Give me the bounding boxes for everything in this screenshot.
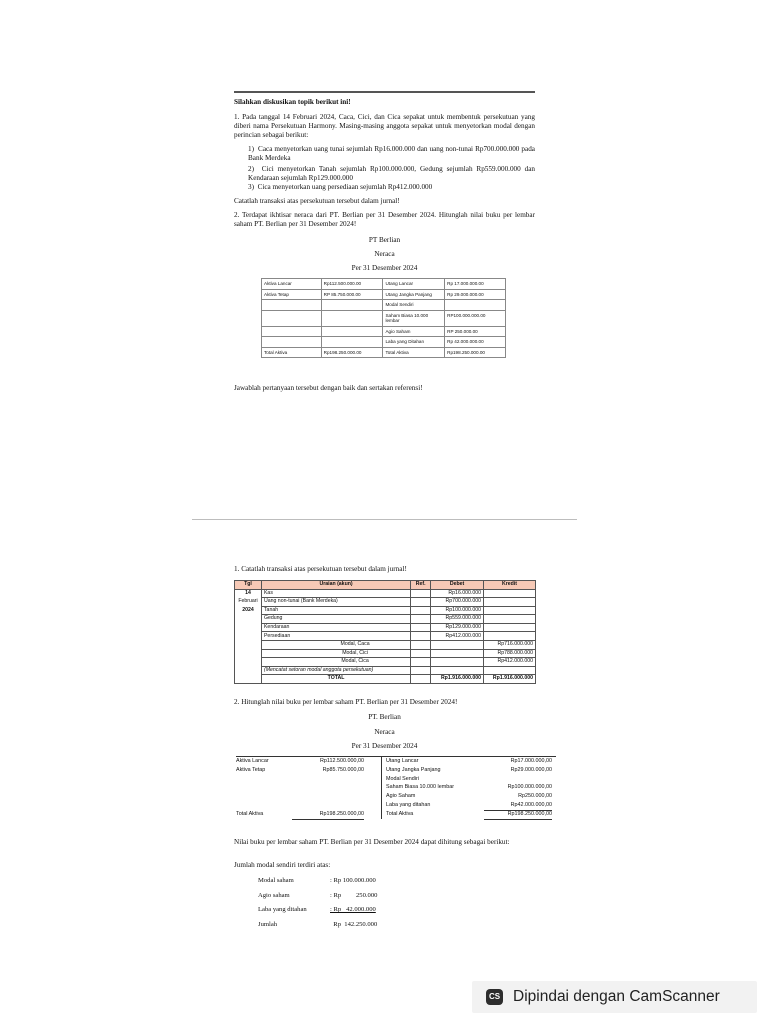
table-cell: Rp198.250.000,00	[484, 810, 552, 820]
table-row	[262, 337, 506, 348]
table-cell	[484, 606, 536, 615]
report-title: Neraca	[374, 250, 395, 258]
total-row	[235, 675, 536, 684]
table-cell: Rp700.000.000	[431, 598, 484, 607]
table-cell	[262, 337, 322, 348]
table-cell	[431, 666, 484, 675]
table-cell	[262, 310, 322, 326]
table-cell: Rp198.250.000.00	[445, 347, 506, 358]
table-cell	[235, 658, 262, 667]
table-cell	[235, 675, 262, 684]
answer-page	[192, 522, 577, 972]
table-cell: Tanah	[261, 606, 410, 615]
table-cell: Rp716.000.000	[484, 641, 536, 650]
table-cell: Rp112.500.000.00	[321, 279, 383, 290]
table-cell: Total Aktiva	[262, 347, 322, 358]
table-cell	[321, 326, 383, 337]
table-cell	[321, 300, 383, 311]
table-row	[235, 623, 536, 632]
table-cell: Aktiva Tetap	[262, 289, 322, 300]
table-row	[235, 641, 536, 650]
table-cell: Rp250.000,00	[518, 793, 552, 800]
watermark-text: Dipindai dengan CamScanner	[513, 988, 720, 1005]
table-cell	[411, 589, 431, 598]
question-2: 2. Terdapat ikhtisar neraca dari PT. Berlian per 31 Desember 2024. Hitunglah nilai buku per lembar saham PT. Berlian per 31 Desember 2024!	[234, 211, 535, 228]
equity-row	[258, 874, 377, 889]
table-cell: Rp129.000.000	[431, 623, 484, 632]
table-cell: Modal Sendiri	[386, 775, 419, 782]
table-cell: Saham Biasa 10.000 lembar	[383, 310, 445, 326]
equity-label: Modal saham	[258, 877, 294, 884]
table-cell	[411, 658, 431, 667]
equity-label: Laba yang ditahan	[258, 906, 307, 913]
table-row	[235, 606, 536, 615]
date-cell: 2024	[235, 606, 262, 615]
table-cell	[411, 598, 431, 607]
date-cell: 14	[235, 589, 262, 598]
table-cell: RP 85.750.000.00	[321, 289, 383, 300]
date-cell: Februari	[235, 598, 262, 607]
table-cell	[484, 589, 536, 598]
report-date: Per 31 Desember 2024	[351, 742, 418, 750]
table-cell: Aktiva Lancar	[236, 758, 269, 764]
table-row	[235, 589, 536, 598]
table-row	[235, 598, 536, 607]
answer-1-title: 1. Catatlah transaksi atas persekutuan tersebut dalam jurnal!	[234, 565, 407, 573]
question-1-intro: 1. Pada tanggal 14 Februari 2024, Caca, Cici, dan Cica sepakat untuk membentuk persekutuan yang diberi nama Persekutuan Harmony. Masing-masing anggota sepakat untuk menyetorkan modal dengan perincian sebagai berikut:	[234, 113, 535, 139]
total-label: TOTAL	[261, 675, 410, 684]
table-cell: Kendaraan	[261, 623, 410, 632]
table-cell	[484, 632, 536, 641]
table-cell: Rp100.000.000,00	[507, 784, 552, 791]
table-cell: Rp16.000.000	[431, 589, 484, 598]
table-cell	[411, 623, 431, 632]
table-cell: Rp 42.000.000.00	[445, 337, 506, 348]
table-row	[235, 666, 536, 675]
equity-value: : Rp 250.000	[330, 891, 378, 899]
table-cell: RP 250.000.00	[445, 326, 506, 337]
table-cell: Rp85.750.000,00	[322, 766, 364, 773]
table-cell: Modal, Cici	[261, 649, 410, 658]
table-cell: Total Aktiva	[383, 347, 445, 358]
table-row	[235, 649, 536, 658]
table-cell: RP100.000.000.00	[445, 310, 506, 326]
table-cell: Agio Saham	[383, 326, 445, 337]
column-header: Kredit	[484, 581, 536, 590]
table-cell: Utang Jangka Panjang	[386, 766, 441, 773]
table-cell	[411, 606, 431, 615]
table-header-row	[235, 581, 536, 590]
table-cell: Utang Lancar	[386, 758, 419, 764]
company-name: PT. Berlian	[368, 713, 401, 721]
table-cell	[484, 666, 536, 675]
table-row	[236, 810, 556, 819]
table-row	[236, 801, 556, 810]
table-row	[236, 783, 556, 792]
answer-2-title: 2. Hitunglah nilai buku per lembar saham PT. Berlian per 31 Desember 2024!	[234, 698, 458, 706]
column-header: Tgl	[235, 581, 262, 590]
table-cell: Persediaan	[261, 632, 410, 641]
equity-breakdown	[258, 874, 377, 932]
table-cell	[484, 598, 536, 607]
table-cell	[431, 649, 484, 658]
table-row	[236, 792, 556, 801]
table-cell: Laba yang ditahan	[386, 801, 431, 808]
table-cell: Utang Jangka Panjang	[383, 289, 445, 300]
answer-instruction: Jawablah pertanyaan tersebut dengan baik dan sertakan referensi!	[234, 384, 423, 392]
table-row	[262, 279, 506, 290]
table-cell: Rp788.000.000	[484, 649, 536, 658]
question-page	[192, 0, 577, 520]
table-cell: Modal Sendiri	[383, 300, 445, 311]
table-cell: Rp100.000.000	[431, 606, 484, 615]
table-cell: Rp198.250.000,00	[292, 810, 364, 820]
table-cell: Rp198.250.000.00	[321, 347, 383, 358]
table-cell: Gedung	[261, 615, 410, 624]
table-cell: Total Aktiva	[236, 810, 264, 817]
table-row	[236, 766, 556, 775]
equity-value: : Rp 100.000.000	[330, 877, 376, 884]
table-cell	[235, 666, 262, 675]
total-credit: Rp1.916.000.000	[484, 675, 536, 684]
table-cell: Agio Saham	[386, 793, 416, 800]
table-cell: Total Aktiva	[386, 810, 414, 817]
table-cell: Rp412.000.000	[484, 658, 536, 667]
table-row	[262, 289, 506, 300]
table-cell: Aktiva Tetap	[236, 766, 266, 773]
camscanner-logo-icon: CS	[486, 989, 503, 1005]
equity-row	[258, 918, 377, 933]
table-cell	[321, 337, 383, 348]
table-cell	[431, 658, 484, 667]
table-cell: Uang non-tunai (Bank Merdeka)	[261, 598, 410, 607]
table-cell	[411, 632, 431, 641]
equity-row	[258, 903, 377, 918]
table-cell: Modal, Caca	[261, 641, 410, 650]
table-cell: Rp559.000.000	[431, 615, 484, 624]
table-cell: Rp17.000.000,00	[510, 758, 552, 764]
table-cell: Saham Biasa 10.000 lembar	[386, 784, 455, 791]
table-cell	[431, 641, 484, 650]
table-row	[236, 775, 556, 784]
balance-sheet-answer	[236, 757, 556, 819]
table-row	[262, 326, 506, 337]
table-row	[262, 310, 506, 326]
table-row	[235, 658, 536, 667]
table-row	[262, 347, 506, 358]
table-cell	[411, 649, 431, 658]
table-cell	[411, 615, 431, 624]
company-name: PT Berlian	[368, 236, 401, 244]
table-cell	[235, 641, 262, 650]
header-rule	[234, 91, 535, 93]
column-header: Uraian (akun)	[261, 581, 410, 590]
contribution-item-1: 1) Caca menyetorkan uang tunai sejumlah Rp16.000.000 dan uang non-tunai Rp700.000.000 pada Bank Merdeka	[248, 145, 535, 162]
equity-label: Agio saham	[258, 891, 290, 899]
camscanner-watermark	[472, 981, 757, 1013]
total-debit: Rp1.916.000.000	[431, 675, 484, 684]
table-cell: Rp 29.000.000.00	[445, 289, 506, 300]
equity-value: : Rp 42.000.000	[330, 906, 376, 913]
equity-intro: Jumlah modal sendiri terdiri atas:	[234, 861, 331, 869]
table-cell	[262, 300, 322, 311]
question-1-task: Catatlah transaksi atas persekutuan tersebut dalam jurnal!	[234, 197, 400, 205]
contribution-item-3: 3) Cica menyetorkan uang persediaan sejumlah Rp412.000.000	[248, 183, 433, 191]
table-cell: Modal, Cica	[261, 658, 410, 667]
column-header: Ref.	[411, 581, 431, 590]
table-row	[262, 300, 506, 311]
contribution-item-2: 2) Cici menyetorkan Tanah sejumlah Rp100.000.000, Gedung sejumlah Rp559.000.000 dan Kendaraan sejumlah Rp129.000.000	[248, 165, 535, 182]
table-cell	[411, 641, 431, 650]
table-row	[235, 632, 536, 641]
report-title: Neraca	[374, 728, 395, 736]
page-divider	[192, 519, 577, 520]
table-cell	[235, 615, 262, 624]
table-cell	[445, 300, 506, 311]
table-cell	[235, 649, 262, 658]
book-value-explanation: Nilai buku per lembar saham PT. Berlian per 31 Desember 2024 dapat dihitung sebagai berikut:	[234, 838, 510, 846]
table-cell: Laba yang Ditahan	[383, 337, 445, 348]
discussion-heading: Silahkan diskusikan topik berikut ini!	[234, 98, 351, 106]
table-cell: Rp412.000.000	[431, 632, 484, 641]
table-cell: Rp42.000.000,00	[484, 801, 552, 811]
balance-sheet-table	[261, 278, 506, 358]
equity-total: Rp 142.250.000	[330, 920, 378, 928]
table-cell	[484, 623, 536, 632]
table-cell	[411, 666, 431, 675]
table-cell	[235, 632, 262, 641]
table-cell: Rp29.000.000,00	[510, 766, 552, 773]
table-cell	[321, 310, 383, 326]
table-cell: Utang Lancar	[383, 279, 445, 290]
table-cell: Kas	[261, 589, 410, 598]
report-date: Per 31 Desember 2024	[351, 264, 418, 272]
table-cell: Aktiva Lancar	[262, 279, 322, 290]
table-cell: Rp 17.000.000.00	[445, 279, 506, 290]
equity-label: Jumlah	[258, 920, 278, 928]
equity-row	[258, 889, 377, 904]
table-cell	[411, 675, 431, 684]
table-cell	[484, 615, 536, 624]
table-cell: Rp112.500.000,00	[320, 758, 364, 764]
journal-note: (Mencatat setoran modal anggota persekutuan)	[261, 666, 410, 675]
table-cell	[235, 623, 262, 632]
journal-table	[234, 580, 536, 684]
table-row	[235, 615, 536, 624]
column-header: Debet	[431, 581, 484, 590]
table-row	[236, 757, 556, 766]
table-cell	[262, 326, 322, 337]
